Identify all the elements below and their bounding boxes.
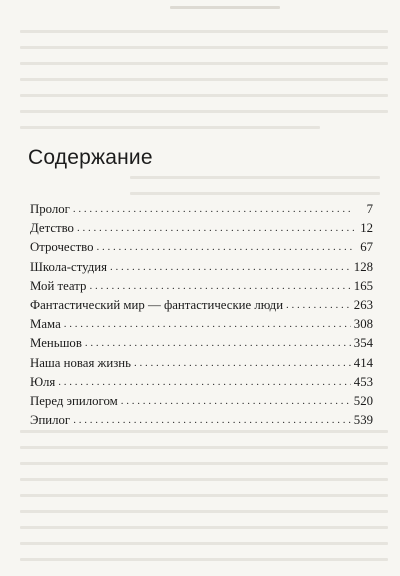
toc-entry-page: 165 bbox=[353, 278, 373, 293]
toc-dot-leader bbox=[89, 280, 350, 292]
toc-entry-title: Мой театр bbox=[30, 278, 87, 293]
toc-entry bbox=[30, 317, 373, 336]
toc-dot-leader bbox=[97, 241, 354, 253]
toc-entry bbox=[30, 279, 373, 298]
toc-entry-page: 263 bbox=[353, 297, 373, 312]
toc-entry-page: 67 bbox=[360, 240, 373, 255]
toc-dot-leader bbox=[110, 261, 351, 273]
toc-entry-page: 308 bbox=[353, 317, 373, 332]
toc-entry bbox=[30, 221, 373, 240]
toc-entry bbox=[30, 336, 373, 355]
toc-entry-title: Школа-студия bbox=[30, 259, 107, 274]
toc-entry bbox=[30, 240, 373, 259]
toc-entry-title: Пролог bbox=[30, 202, 70, 216]
toc-entry bbox=[30, 202, 373, 221]
toc-entry-page: 128 bbox=[353, 259, 373, 274]
toc-dot-leader bbox=[64, 318, 351, 330]
toc-dot-leader bbox=[121, 395, 351, 407]
toc-dot-leader bbox=[134, 357, 351, 369]
toc-entry-page: 520 bbox=[353, 393, 373, 408]
toc-entry-title: Отрочество bbox=[30, 240, 94, 255]
toc-entry bbox=[30, 394, 373, 413]
toc-dot-leader bbox=[73, 414, 351, 426]
toc-entry-title: Мама bbox=[30, 317, 61, 332]
toc-entry-title: Детство bbox=[30, 221, 74, 236]
toc-entry-title: Эпилог bbox=[30, 413, 71, 428]
toc-entry bbox=[30, 375, 373, 394]
contents-heading: Содержание bbox=[28, 146, 153, 169]
toc-entry-title: Перед эпилогом bbox=[30, 393, 118, 408]
table-of-contents bbox=[30, 202, 373, 432]
toc-dot-leader bbox=[77, 222, 354, 234]
toc-entry-title: Фантастический мир — фантастические люди bbox=[30, 297, 284, 312]
toc-entry-title: Меньшов bbox=[30, 336, 82, 351]
toc-dot-leader bbox=[73, 203, 354, 215]
toc-entry-title: Юля bbox=[30, 374, 56, 389]
toc-entry-title: Наша новая жизнь bbox=[30, 355, 131, 370]
toc-entry-page: 7 bbox=[366, 202, 373, 216]
toc-entry-page: 539 bbox=[353, 413, 373, 428]
toc-dot-leader bbox=[58, 376, 351, 388]
toc-entry bbox=[30, 260, 373, 279]
toc-entry-page: 12 bbox=[360, 221, 373, 236]
toc-entry bbox=[30, 298, 373, 317]
toc-dot-leader bbox=[286, 299, 351, 311]
toc-entry-page: 354 bbox=[353, 336, 373, 351]
toc-entry-page: 453 bbox=[353, 374, 373, 389]
toc-dot-leader bbox=[85, 337, 351, 349]
toc-entry bbox=[30, 356, 373, 375]
toc-entry-page: 414 bbox=[353, 355, 373, 370]
toc-entry bbox=[30, 413, 373, 432]
